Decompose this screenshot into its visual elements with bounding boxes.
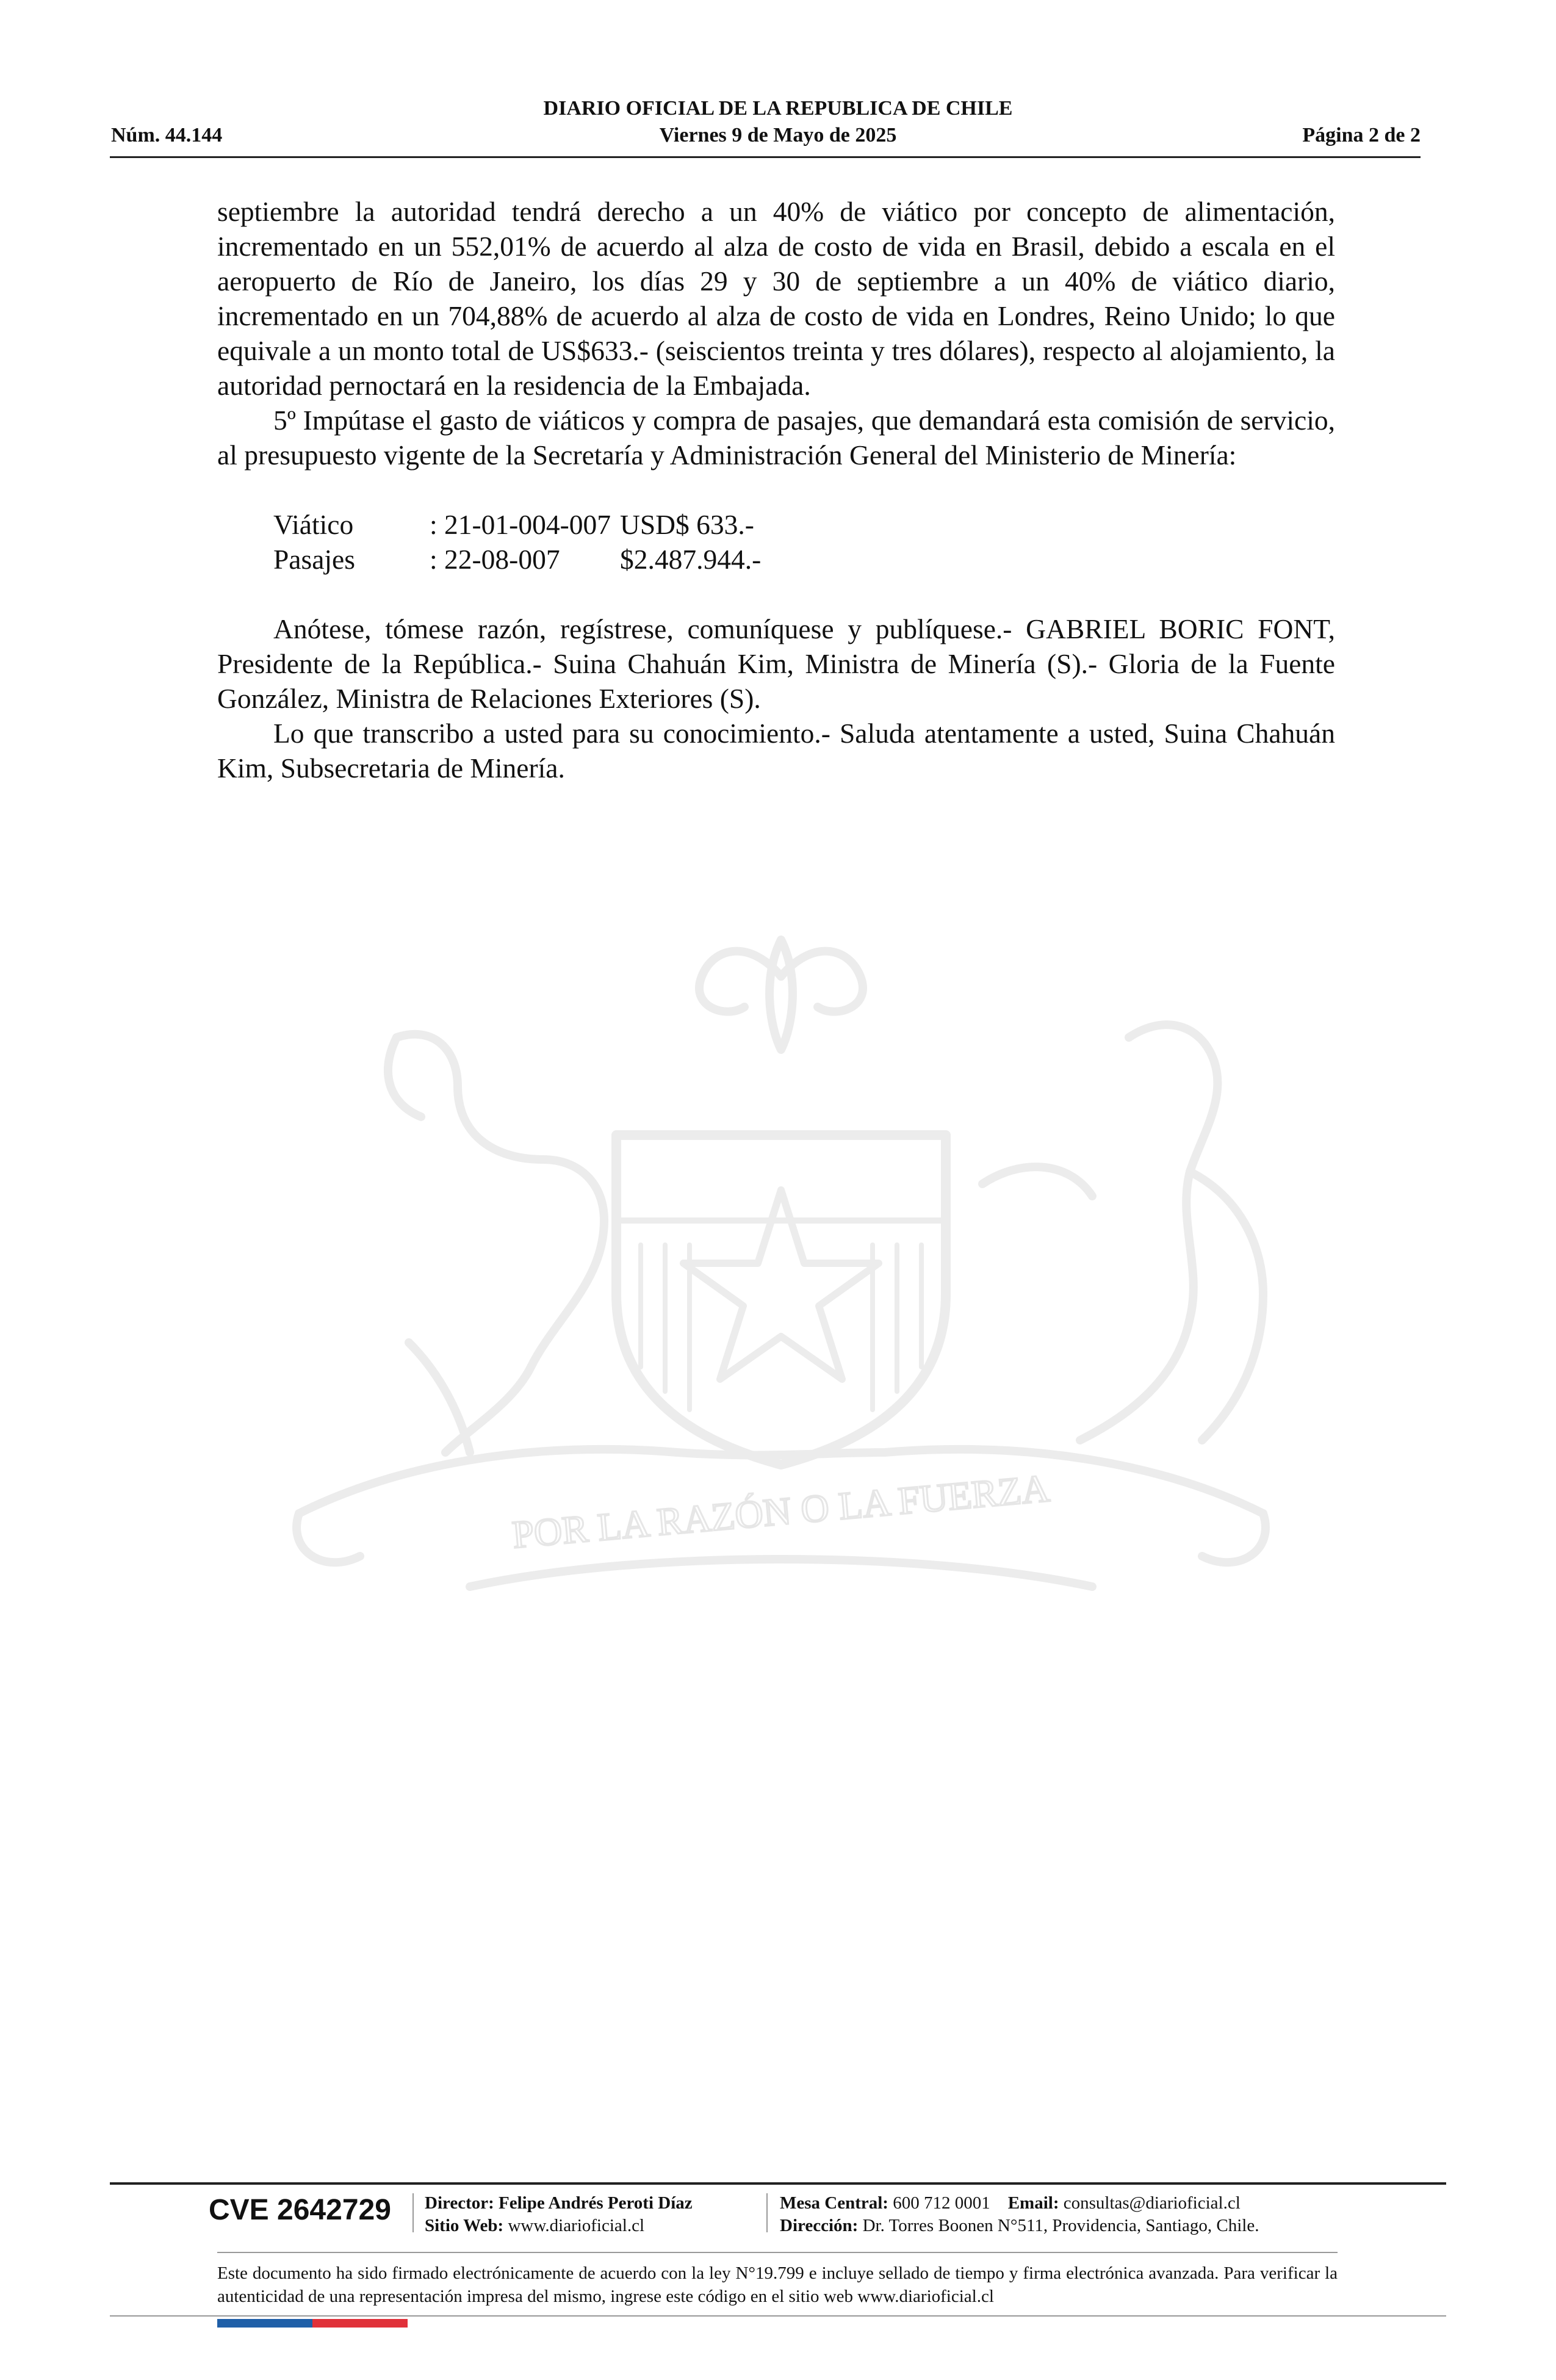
- page-indicator: Página 2 de 2: [1302, 124, 1421, 146]
- budget-item-label: Viático: [273, 509, 354, 540]
- footer-contact-right: [780, 2192, 1259, 2237]
- issue-date: Viernes 9 de Mayo de 2025: [659, 124, 897, 146]
- signature-note: Este documento ha sido firmado electrónicamente de acuerdo con la ley N°19.799 e incluye sellado de tiempo y firma electrónica avanzada. Para verificar la autenticidad de una representación impresa del mismo, ingrese este código en el sitio web www.diarioficial.cl: [217, 2263, 1338, 2306]
- budget-item-code: : 22-08-007: [430, 544, 560, 575]
- flag-stripe-red: [312, 2319, 408, 2328]
- director-label: Director:: [425, 2193, 494, 2213]
- web-label: Sitio Web:: [425, 2216, 504, 2235]
- table-row: [273, 507, 1335, 542]
- budget-item-amount: USD$ 633.-: [620, 509, 754, 540]
- phone-number: 600 712 0001: [893, 2193, 990, 2213]
- address: Dr. Torres Boonen N°511, Providencia, Santiago, Chile.: [862, 2216, 1259, 2235]
- paragraph-imputation: 5º Impútase el gasto de viáticos y compra de pasajes, que demandará esta comisión de servicio, al presupuesto vigente de la Secretaría y Administración General del Ministerio de Minería:: [217, 405, 1335, 471]
- mesa-label: Mesa Central:: [780, 2193, 888, 2213]
- issue-number: Núm. 44.144: [111, 124, 223, 146]
- paragraph-signatures: Anótese, tómese razón, regístrese, comuníquese y publíquese.- GABRIEL BORIC FONT, Presidente de la República.- Suina Chahuán Kim, Ministra de Minería (S).- Gloria de la Fuente González, Ministra de Relaciones Exteriores (S).: [217, 613, 1335, 714]
- coat-of-arms-watermark: [214, 903, 1349, 1660]
- website-link[interactable]: www.diarioficial.cl: [508, 2216, 645, 2235]
- budget-item-label: Pasajes: [273, 544, 355, 575]
- newspaper-title: DIARIO OFICIAL DE LA REPUBLICA DE CHILE: [543, 97, 1013, 120]
- header-divider: [110, 156, 1421, 158]
- table-row: [273, 542, 1335, 577]
- budget-item-code: : 21-01-004-007: [430, 509, 611, 540]
- address-label: Dirección:: [780, 2216, 859, 2235]
- flag-stripe-blue: [217, 2319, 312, 2328]
- footer-separator: [412, 2193, 414, 2232]
- paragraph-closing: Lo que transcribo a usted para su conocimiento.- Saluda atentamente a usted, Suina Chahuán Kim, Subsecretaria de Minería.: [217, 718, 1335, 784]
- footer-contact-left: [425, 2192, 693, 2237]
- footer-separator: [766, 2193, 768, 2232]
- budget-item-amount: $2.487.944.-: [620, 544, 762, 575]
- cve-code: CVE 2642729: [209, 2194, 391, 2226]
- document-body: [217, 194, 1335, 785]
- footer-divider: [217, 2252, 1338, 2253]
- paragraph-viatico-details: septiembre la autoridad tendrá derecho a un 40% de viático por concepto de alimentación, incrementado en un 552,01% de acuerdo al alza de costo de vida en Brasil, debido a escala en el aeropuerto de Río de Janeiro, los días 29 y 30 de septiembre a un 40% de viático diario, incrementado en un 704,88% de acuerdo al alza de costo de vida en Londres, Reino Unido; lo que equivale a un monto total de US$633.- (seiscientos treinta y tres dólares), respecto al alojamiento, la autoridad pernoctará en la residencia de la Embajada.: [217, 196, 1335, 401]
- email-link[interactable]: consultas@diarioficial.cl: [1063, 2193, 1241, 2213]
- director-name: Felipe Andrés Peroti Díaz: [499, 2193, 693, 2213]
- watermark-motto: POR LA RAZÓN O LA FUERZA: [510, 1466, 1051, 1557]
- footer-divider: [110, 2315, 1446, 2317]
- email-label: Email:: [1007, 2193, 1059, 2213]
- footer-divider: [110, 2182, 1446, 2185]
